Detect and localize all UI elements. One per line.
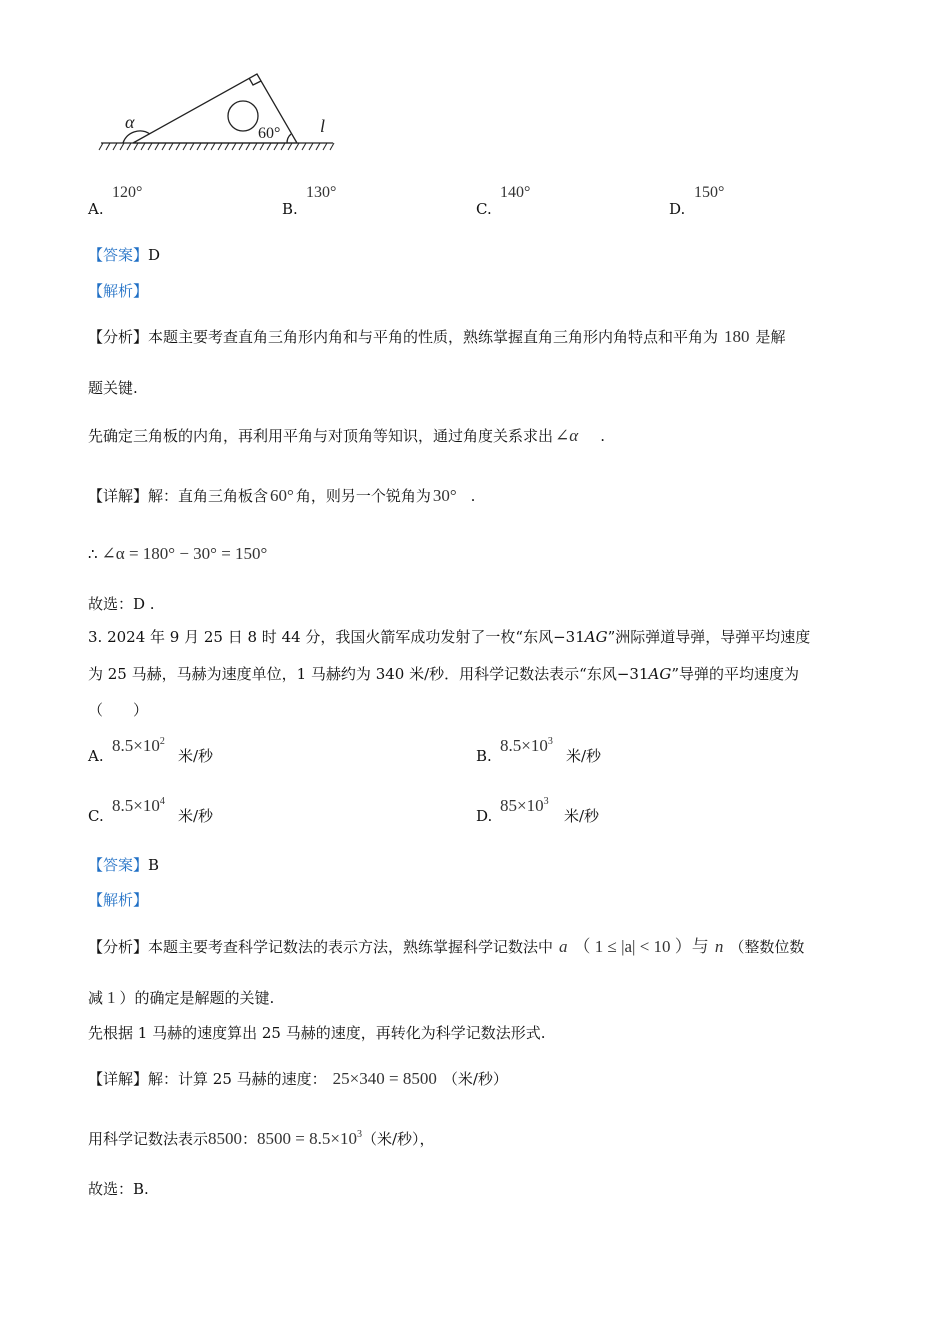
q2-method: 先确定三角板的内角，再利用平角与对顶角等知识，通过角度关系求出 ∠α . — [88, 426, 605, 445]
plate-hole — [228, 101, 258, 131]
q3-stem-line2: 为 25 马赫，马赫为速度单位，1 马赫约为 340 米/秒．用科学记数法表示“东风−31AG”导弹的平均速度为 — [88, 665, 799, 683]
triangle-figure — [95, 68, 340, 158]
q3-option-a-value: $8.5\times 10^2$ — [112, 736, 165, 755]
q3-stem-line1: 3. 2024 年 9 月 25 日 8 时 44 分，我国火箭军成功发射了一枚“东风−31AG”洲际弹道导弹，导弹平均速度 — [88, 628, 811, 646]
q3-choose: 故选：B. — [88, 1180, 149, 1198]
q3-option-d: D. — [476, 807, 493, 825]
q3-option-a-unit: 米/秒 — [178, 747, 214, 765]
q3-option-a: A. — [88, 747, 104, 765]
q3-stem-line3: （ ） — [88, 701, 149, 719]
q2-equation: ∴ ∠α = 180° − 30° = 150° — [88, 544, 268, 563]
q3-option-c-value: $8.5\times 10^4$ — [112, 796, 165, 815]
angle-60-label: 60° — [258, 125, 281, 142]
q3-answer: 【答案】B — [88, 856, 160, 874]
q3-option-c-unit: 米/秒 — [178, 807, 214, 825]
q3-option-d-value: $85\times 10^3$ — [500, 796, 549, 815]
q2-detail: 【详解】解：直角三角板含 60° 角，则另一个锐角为 30° . — [88, 486, 476, 505]
q3-sci: 用科学记数法表示8500：$8500 = 8.5\times 10^3$（米/秒）， — [88, 1129, 435, 1148]
q3-option-d-unit: 米/秒 — [564, 807, 600, 825]
q3-option-b: B. — [476, 747, 492, 765]
q3-option-c: C. — [88, 807, 104, 825]
q3-fenxi-line2: 减 1 ）的确定是解题的关键. — [88, 988, 275, 1007]
line-l-label: l — [320, 116, 326, 136]
q2-analysis-tag: 【解析】 — [88, 282, 149, 300]
q2-choose: 故选：D . — [88, 595, 155, 613]
q3-option-b-unit: 米/秒 — [566, 747, 602, 765]
q2-fenxi-line1: 【分析】本题主要考查直角三角形内角和与平角的性质，熟练掌握直角三角形内角特点和平角为 180 是解 — [88, 327, 786, 346]
q3-fenxi-line1: 【分析】本题主要考查科学记数法的表示方法，熟练掌握科学记数法中 a （ 1 ≤ |a| < 10 ）与 n （整数位数 — [88, 937, 805, 956]
q3-detail: 【详解】解：计算 25 马赫的速度： 25×340 = 8500 （米/秒） — [88, 1069, 508, 1088]
q2-answer: 【答案】D — [88, 246, 161, 264]
q3-option-b-value: $8.5\times 10^3$ — [500, 736, 553, 755]
q3-analysis-tag: 【解析】 — [88, 891, 149, 909]
q3-method: 先根据 1 马赫的速度算出 25 马赫的速度，再转化为科学记数法形式. — [88, 1024, 546, 1042]
alpha-label: α — [125, 112, 135, 132]
q2-fenxi-line2: 题关键. — [88, 379, 138, 397]
